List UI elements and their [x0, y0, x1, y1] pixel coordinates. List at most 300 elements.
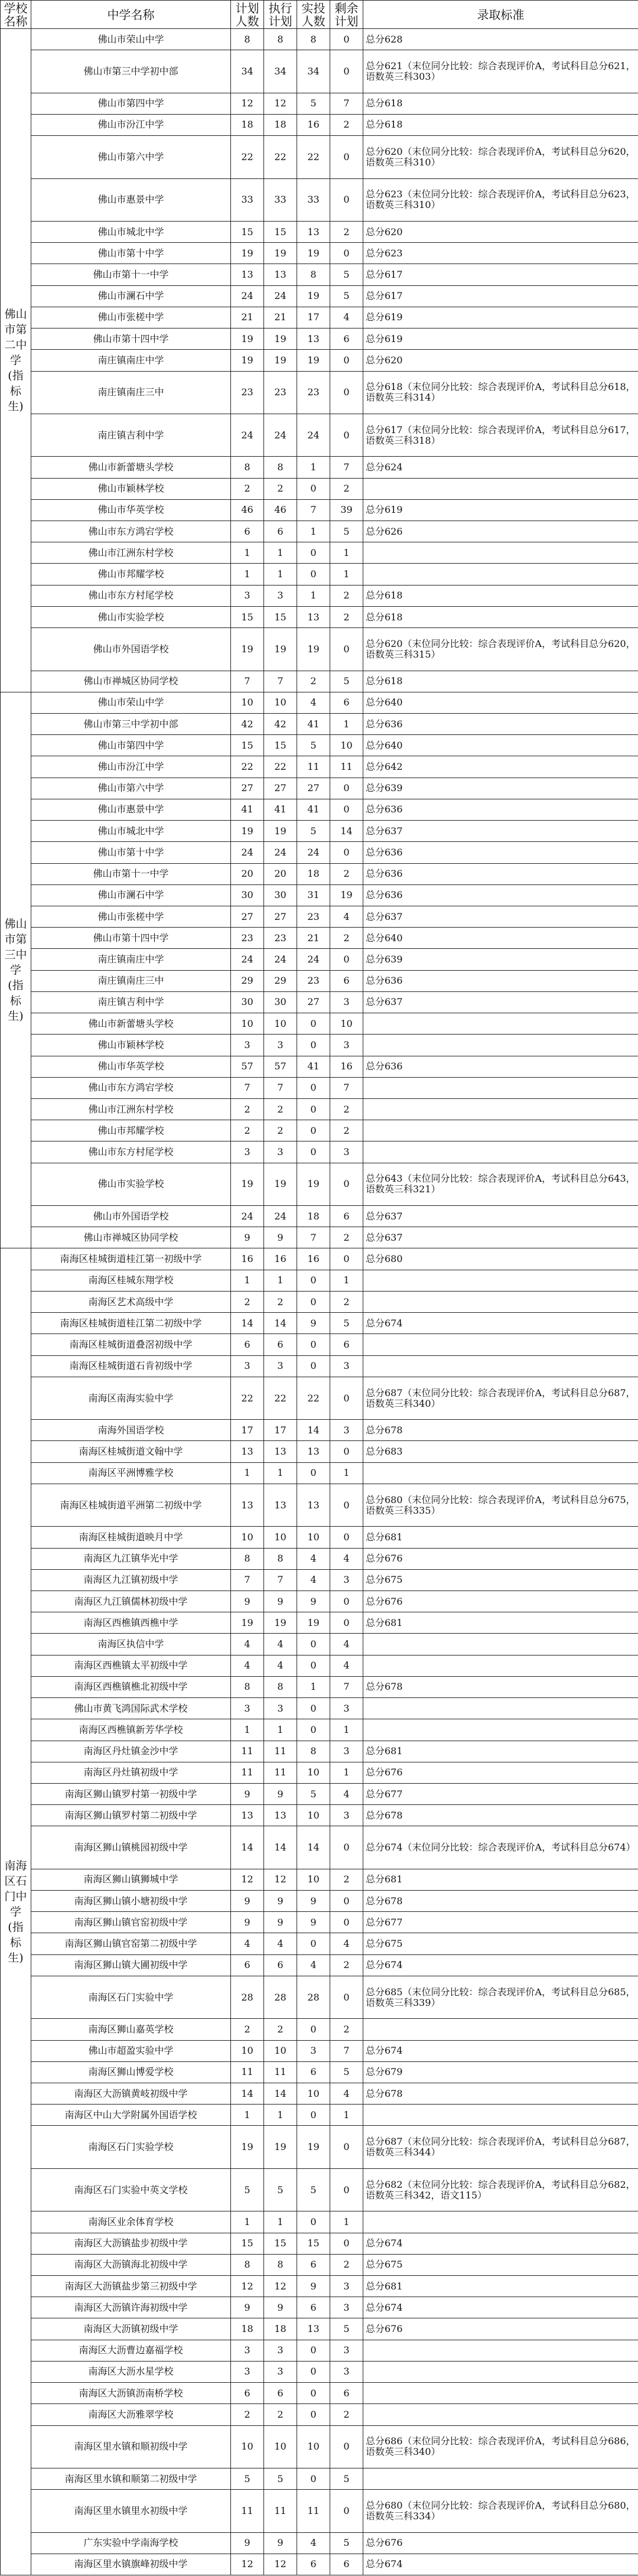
- table-row: [1, 542, 638, 564]
- cell-remain: 2: [330, 863, 363, 884]
- cell-plan: 27: [231, 778, 264, 799]
- cell-criteria: 总分683: [363, 1441, 638, 1462]
- cell-school: 南海区桂城街道石肯初级中学: [31, 1355, 231, 1377]
- cell-actual: 14: [297, 1826, 330, 1869]
- cell-exec: 9: [264, 1783, 297, 1804]
- cell-criteria: 总分674: [363, 2233, 638, 2254]
- table-row: [1, 928, 638, 949]
- cell-actual: 21: [297, 928, 330, 949]
- table-row: [1, 2468, 638, 2489]
- cell-remain: 5: [330, 2468, 363, 2489]
- cell-school: 广东实验中学南海学校: [31, 2532, 231, 2554]
- cell-school: 佛山市第十中学: [31, 243, 231, 264]
- cell-criteria: [363, 478, 638, 499]
- cell-plan: 4: [231, 1634, 264, 1655]
- cell-plan: 13: [231, 1441, 264, 1462]
- cell-plan: 8: [231, 1676, 264, 1697]
- cell-actual: 0: [297, 1655, 330, 1676]
- table-row: [1, 606, 638, 627]
- cell-school: 南海区大沥镇盐步初级中学: [31, 2233, 231, 2254]
- cell-exec: 6: [264, 1334, 297, 1355]
- cell-remain: 10: [330, 735, 363, 756]
- cell-school: 南海区西樵镇樵北初级中学: [31, 1676, 231, 1697]
- cell-remain: 6: [330, 1334, 363, 1355]
- table-row: [1, 1933, 638, 1954]
- header-group: 学校名称: [1, 1, 31, 29]
- cell-actual: 24: [297, 842, 330, 863]
- cell-remain: 6: [330, 970, 363, 991]
- cell-remain: 3: [330, 1035, 363, 1056]
- cell-actual: 0: [297, 1334, 330, 1355]
- cell-criteria: 总分674: [363, 1954, 638, 1976]
- cell-remain: 0: [330, 1163, 363, 1205]
- cell-criteria: 总分681: [363, 1869, 638, 1890]
- cell-remain: 3: [330, 1741, 363, 1762]
- cell-criteria: 总分626: [363, 521, 638, 542]
- table-row: [1, 970, 638, 991]
- cell-remain: 0: [330, 842, 363, 863]
- cell-plan: 22: [231, 1377, 264, 1419]
- cell-school: 南海区石门实验学校: [31, 2126, 231, 2168]
- cell-actual: 8: [297, 1741, 330, 1762]
- table-row: [1, 1270, 638, 1291]
- cell-remain: 3: [330, 2340, 363, 2361]
- cell-actual: 22: [297, 136, 330, 178]
- cell-criteria: 总分677: [363, 1912, 638, 1933]
- cell-plan: 11: [231, 2490, 264, 2532]
- cell-remain: 4: [330, 307, 363, 328]
- cell-actual: 33: [297, 178, 330, 221]
- cell-remain: 3: [330, 1805, 363, 1826]
- cell-school: 佛山市黄飞鸿国际武术学校: [31, 1698, 231, 1719]
- cell-criteria: 总分642: [363, 756, 638, 778]
- cell-plan: 22: [231, 136, 264, 178]
- cell-criteria: 总分617（末位同分比较：综合表现评价A，考试科目总分617，语数英三科318）: [363, 414, 638, 456]
- table-row: [1, 478, 638, 499]
- cell-actual: 8: [297, 264, 330, 285]
- cell-school: 南海区狮山镇桃园初级中学: [31, 1826, 231, 1869]
- cell-actual: 0: [297, 1634, 330, 1655]
- cell-criteria: 总分681: [363, 1527, 638, 1548]
- cell-remain: 4: [330, 1783, 363, 1804]
- cell-remain: 6: [330, 2383, 363, 2404]
- table-row: [1, 1869, 638, 1890]
- cell-school: 南海区石门实验中学: [31, 1976, 231, 2018]
- cell-school: 南海区狮山镇大圃初级中学: [31, 1954, 231, 1976]
- cell-criteria: 总分637: [363, 1227, 638, 1248]
- table-row: [1, 1355, 638, 1377]
- cell-remain: 2: [330, 221, 363, 242]
- cell-plan: 23: [231, 928, 264, 949]
- cell-plan: 24: [231, 414, 264, 456]
- cell-exec: 13: [264, 264, 297, 285]
- table-row: [1, 2404, 638, 2425]
- cell-actual: 1: [297, 585, 330, 606]
- cell-remain: 1: [330, 714, 363, 735]
- cell-remain: 2: [330, 2019, 363, 2040]
- cell-exec: 7: [264, 671, 297, 692]
- cell-actual: 17: [297, 307, 330, 328]
- cell-remain: 2: [330, 114, 363, 135]
- cell-school: 南海区大沥雅翠学校: [31, 2404, 231, 2425]
- cell-school: 南海区大沥镇海北初级中学: [31, 2254, 231, 2275]
- cell-criteria: 总分618: [363, 93, 638, 114]
- cell-exec: 30: [264, 991, 297, 1013]
- cell-criteria: 总分619: [363, 328, 638, 350]
- cell-remain: 4: [330, 1548, 363, 1569]
- cell-school: 南海区大沥曹边嘉福学校: [31, 2340, 231, 2361]
- table-row: [1, 307, 638, 328]
- cell-exec: 1: [264, 1270, 297, 1291]
- cell-remain: 6: [330, 692, 363, 713]
- header-school: 中学名称: [31, 1, 231, 29]
- table-row: [1, 221, 638, 242]
- cell-actual: 0: [297, 2211, 330, 2233]
- table-row: [1, 2425, 638, 2468]
- cell-plan: 2: [231, 478, 264, 499]
- cell-plan: 9: [231, 1783, 264, 1804]
- cell-remain: 0: [330, 1441, 363, 1462]
- cell-plan: 20: [231, 863, 264, 884]
- cell-exec: 3: [264, 1355, 297, 1377]
- cell-remain: 3: [330, 991, 363, 1013]
- header-actual: 实投人数: [297, 1, 330, 29]
- cell-exec: 19: [264, 821, 297, 842]
- cell-criteria: 总分674（末位同分比较：综合表现评价A，考试科目总分674）: [363, 1826, 638, 1869]
- cell-actual: 4: [297, 692, 330, 713]
- cell-criteria: 总分618: [363, 114, 638, 135]
- cell-exec: 23: [264, 928, 297, 949]
- cell-plan: 9: [231, 1891, 264, 1912]
- table-row: [1, 414, 638, 456]
- table-row: [1, 2083, 638, 2105]
- cell-exec: 29: [264, 970, 297, 991]
- cell-criteria: 总分685（末位同分比较：综合表现评价A，考试科目总分685，语数英三科339）: [363, 1976, 638, 2018]
- cell-remain: 1: [330, 1762, 363, 1783]
- table-row: [1, 842, 638, 863]
- cell-plan: 11: [231, 2061, 264, 2083]
- cell-exec: 17: [264, 1420, 297, 1441]
- cell-remain: 0: [330, 243, 363, 264]
- cell-remain: 4: [330, 906, 363, 927]
- cell-remain: 5: [330, 671, 363, 692]
- cell-exec: 14: [264, 1313, 297, 1334]
- cell-criteria: 总分637: [363, 1206, 638, 1227]
- cell-exec: 2: [264, 1120, 297, 1141]
- cell-exec: 33: [264, 178, 297, 221]
- cell-remain: 0: [330, 350, 363, 371]
- cell-school: 南海区里水镇和顺第二初级中学: [31, 2468, 231, 2489]
- table-row: [1, 1826, 638, 1869]
- cell-plan: 10: [231, 2425, 264, 2468]
- cell-actual: 8: [297, 29, 330, 50]
- cell-remain: 3: [330, 1141, 363, 1163]
- cell-remain: 4: [330, 2083, 363, 2105]
- cell-criteria: 总分636: [363, 1056, 638, 1077]
- cell-plan: 57: [231, 1056, 264, 1077]
- cell-remain: 6: [330, 2554, 363, 2575]
- cell-criteria: 总分680: [363, 1248, 638, 1270]
- table-row: [1, 628, 638, 671]
- cell-exec: 12: [264, 93, 297, 114]
- cell-actual: 0: [297, 1291, 330, 1312]
- cell-criteria: 总分640: [363, 735, 638, 756]
- cell-exec: 28: [264, 1976, 297, 2018]
- cell-plan: 1: [231, 1270, 264, 1291]
- cell-plan: 1: [231, 542, 264, 564]
- cell-exec: 24: [264, 1206, 297, 1227]
- cell-exec: 20: [264, 863, 297, 884]
- cell-criteria: [363, 564, 638, 585]
- cell-remain: 3: [330, 1569, 363, 1591]
- cell-exec: 2: [264, 1098, 297, 1120]
- cell-school: 佛山市荣山中学: [31, 29, 231, 50]
- cell-actual: 6: [297, 2254, 330, 2275]
- cell-school: 南海区狮山博爱学校: [31, 2061, 231, 2083]
- cell-remain: 19: [330, 884, 363, 906]
- table-row: [1, 1420, 638, 1441]
- cell-actual: 23: [297, 906, 330, 927]
- cell-exec: 10: [264, 692, 297, 713]
- cell-exec: 3: [264, 2361, 297, 2382]
- table-row: [1, 1805, 638, 1826]
- table-row: [1, 1141, 638, 1163]
- cell-remain: 0: [330, 1826, 363, 1869]
- table-row: [1, 285, 638, 307]
- cell-school: 南海区桂城街道文翰中学: [31, 1441, 231, 1462]
- cell-plan: 17: [231, 1420, 264, 1441]
- cell-criteria: 总分636: [363, 842, 638, 863]
- cell-actual: 6: [297, 2061, 330, 2083]
- table-row: [1, 1698, 638, 1719]
- cell-actual: 15: [297, 2233, 330, 2254]
- cell-exec: 8: [264, 29, 297, 50]
- cell-plan: 4: [231, 1933, 264, 1954]
- cell-exec: 13: [264, 1484, 297, 1526]
- cell-plan: 23: [231, 371, 264, 414]
- cell-plan: 6: [231, 2383, 264, 2404]
- table-row: [1, 1377, 638, 1419]
- cell-exec: 18: [264, 114, 297, 135]
- cell-criteria: 总分680（末位同分比较：综合表现评价A，考试科目总分675，语数英三科335）: [363, 1484, 638, 1526]
- cell-remain: 7: [330, 93, 363, 114]
- cell-plan: 19: [231, 328, 264, 350]
- cell-plan: 15: [231, 735, 264, 756]
- table-row: [1, 1719, 638, 1741]
- cell-criteria: 总分676: [363, 2318, 638, 2340]
- cell-exec: 2: [264, 2019, 297, 2040]
- cell-actual: 0: [297, 564, 330, 585]
- cell-criteria: 总分675: [363, 1569, 638, 1591]
- cell-school: 南海区西樵镇西樵中学: [31, 1612, 231, 1634]
- cell-exec: 9: [264, 1912, 297, 1933]
- cell-remain: 2: [330, 585, 363, 606]
- cell-exec: 11: [264, 1762, 297, 1783]
- cell-criteria: 总分681: [363, 1741, 638, 1762]
- table-row: [1, 756, 638, 778]
- cell-criteria: 总分617: [363, 264, 638, 285]
- table-row: [1, 2105, 638, 2126]
- cell-actual: 18: [297, 1206, 330, 1227]
- cell-criteria: [363, 1291, 638, 1312]
- cell-plan: 28: [231, 1976, 264, 2018]
- cell-remain: 2: [330, 2404, 363, 2425]
- table-row: [1, 2254, 638, 2275]
- cell-exec: 19: [264, 2126, 297, 2168]
- table-row: [1, 2554, 638, 2575]
- cell-criteria: 总分674: [363, 2554, 638, 2575]
- cell-actual: 4: [297, 1569, 330, 1591]
- cell-school: 佛山市第六中学: [31, 136, 231, 178]
- cell-plan: 2: [231, 2404, 264, 2425]
- cell-exec: 5: [264, 2468, 297, 2489]
- cell-exec: 4: [264, 1933, 297, 1954]
- cell-criteria: [363, 1634, 638, 1655]
- cell-criteria: [363, 2019, 638, 2040]
- cell-remain: 2: [330, 1869, 363, 1890]
- header-plan: 计划人数: [231, 1, 264, 29]
- cell-actual: 10: [297, 2425, 330, 2468]
- cell-exec: 14: [264, 2083, 297, 2105]
- cell-exec: 22: [264, 136, 297, 178]
- cell-actual: 3: [297, 2040, 330, 2061]
- cell-school: 佛山市惠景中学: [31, 799, 231, 820]
- cell-exec: 9: [264, 2532, 297, 2554]
- cell-actual: 4: [297, 2532, 330, 2554]
- table-row: [1, 136, 638, 178]
- cell-remain: 2: [330, 1291, 363, 1312]
- cell-actual: 1: [297, 457, 330, 478]
- cell-remain: 2: [330, 2254, 363, 2275]
- cell-school: 佛山市汾江中学: [31, 756, 231, 778]
- cell-plan: 12: [231, 1869, 264, 1890]
- table-row: [1, 1248, 638, 1270]
- cell-exec: 9: [264, 1591, 297, 1612]
- cell-plan: 19: [231, 628, 264, 671]
- cell-criteria: 总分624: [363, 457, 638, 478]
- cell-actual: 14: [297, 1420, 330, 1441]
- cell-plan: 14: [231, 1826, 264, 1869]
- cell-school: 南海区桂城街道桂江第二初级中学: [31, 1313, 231, 1334]
- cell-plan: 1: [231, 1462, 264, 1484]
- cell-school: 佛山市江洲东村学校: [31, 1098, 231, 1120]
- cell-criteria: [363, 1334, 638, 1355]
- cell-plan: 19: [231, 1163, 264, 1205]
- cell-plan: 10: [231, 2040, 264, 2061]
- cell-actual: 0: [297, 2340, 330, 2361]
- cell-criteria: [363, 1077, 638, 1098]
- table-row: [1, 1762, 638, 1783]
- cell-actual: 11: [297, 2490, 330, 2532]
- cell-school: 佛山市澜石中学: [31, 285, 231, 307]
- header-criteria: 录取标准: [363, 1, 638, 29]
- cell-exec: 1: [264, 564, 297, 585]
- cell-remain: 0: [330, 628, 363, 671]
- cell-exec: 2: [264, 478, 297, 499]
- cell-criteria: 总分674: [363, 2297, 638, 2318]
- cell-plan: 10: [231, 1527, 264, 1548]
- cell-exec: 19: [264, 1163, 297, 1205]
- cell-school: 南海区大沥镇黄岐初级中学: [31, 2083, 231, 2105]
- cell-actual: 13: [297, 606, 330, 627]
- cell-actual: 1: [297, 521, 330, 542]
- cell-criteria: 总分681: [363, 1612, 638, 1634]
- cell-plan: 41: [231, 799, 264, 820]
- cell-school: 南海区九江镇初级中学: [31, 1569, 231, 1591]
- cell-exec: 19: [264, 1612, 297, 1634]
- cell-criteria: 总分618（末位同分比较：综合表现评价A，考试科目总分618，语数英三科314）: [363, 371, 638, 414]
- table-row: [1, 1676, 638, 1697]
- cell-plan: 14: [231, 2083, 264, 2105]
- cell-plan: 18: [231, 114, 264, 135]
- cell-school: 南海区里水镇里水初级中学: [31, 2490, 231, 2532]
- cell-school: 南海区大沥镇盐步第三初级中学: [31, 2275, 231, 2297]
- table-row: [1, 1548, 638, 1569]
- cell-plan: 33: [231, 178, 264, 221]
- table-row: [1, 1634, 638, 1655]
- cell-remain: 7: [330, 2040, 363, 2061]
- cell-criteria: 总分636: [363, 863, 638, 884]
- cell-criteria: 总分678: [363, 2083, 638, 2105]
- cell-criteria: 总分676: [363, 1591, 638, 1612]
- cell-criteria: [363, 1698, 638, 1719]
- cell-criteria: 总分675: [363, 2254, 638, 2275]
- cell-school: 佛山市第十四中学: [31, 328, 231, 350]
- cell-actual: 24: [297, 949, 330, 970]
- cell-exec: 1: [264, 1462, 297, 1484]
- cell-plan: 9: [231, 1591, 264, 1612]
- cell-plan: 1: [231, 2105, 264, 2126]
- cell-actual: 27: [297, 991, 330, 1013]
- cell-plan: 19: [231, 243, 264, 264]
- cell-actual: 18: [297, 863, 330, 884]
- table-row: [1, 863, 638, 884]
- cell-school: 南海区西樵镇太平初级中学: [31, 1655, 231, 1676]
- cell-exec: 13: [264, 1441, 297, 1462]
- cell-remain: 0: [330, 178, 363, 221]
- cell-exec: 24: [264, 949, 297, 970]
- table-row: [1, 1591, 638, 1612]
- cell-remain: 0: [330, 1484, 363, 1526]
- cell-remain: 5: [330, 2532, 363, 2554]
- cell-criteria: 总分640: [363, 928, 638, 949]
- cell-remain: 7: [330, 457, 363, 478]
- cell-exec: 8: [264, 457, 297, 478]
- table-row: [1, 499, 638, 521]
- table-row: [1, 50, 638, 93]
- group-name-cell: 南海区石门中学(指标生): [1, 1248, 31, 2575]
- cell-exec: 5: [264, 2168, 297, 2211]
- cell-exec: 14: [264, 1826, 297, 1869]
- table-row: [1, 735, 638, 756]
- cell-actual: 16: [297, 1248, 330, 1270]
- cell-actual: 0: [297, 1141, 330, 1163]
- cell-school: 南海区狮山镇罗村第一初级中学: [31, 1783, 231, 1804]
- cell-school: 南庄镇南庄中学: [31, 350, 231, 371]
- table-row: [1, 2275, 638, 2297]
- cell-exec: 8: [264, 1548, 297, 1569]
- cell-school: 佛山市东方鸿宕学校: [31, 521, 231, 542]
- cell-actual: 0: [297, 1270, 330, 1291]
- cell-school: 南海区九江镇华光中学: [31, 1548, 231, 1569]
- table-row: [1, 1612, 638, 1634]
- cell-exec: 10: [264, 1013, 297, 1035]
- cell-exec: 11: [264, 2061, 297, 2083]
- cell-exec: 15: [264, 735, 297, 756]
- cell-actual: 7: [297, 1227, 330, 1248]
- cell-plan: 24: [231, 949, 264, 970]
- cell-remain: 2: [330, 1227, 363, 1248]
